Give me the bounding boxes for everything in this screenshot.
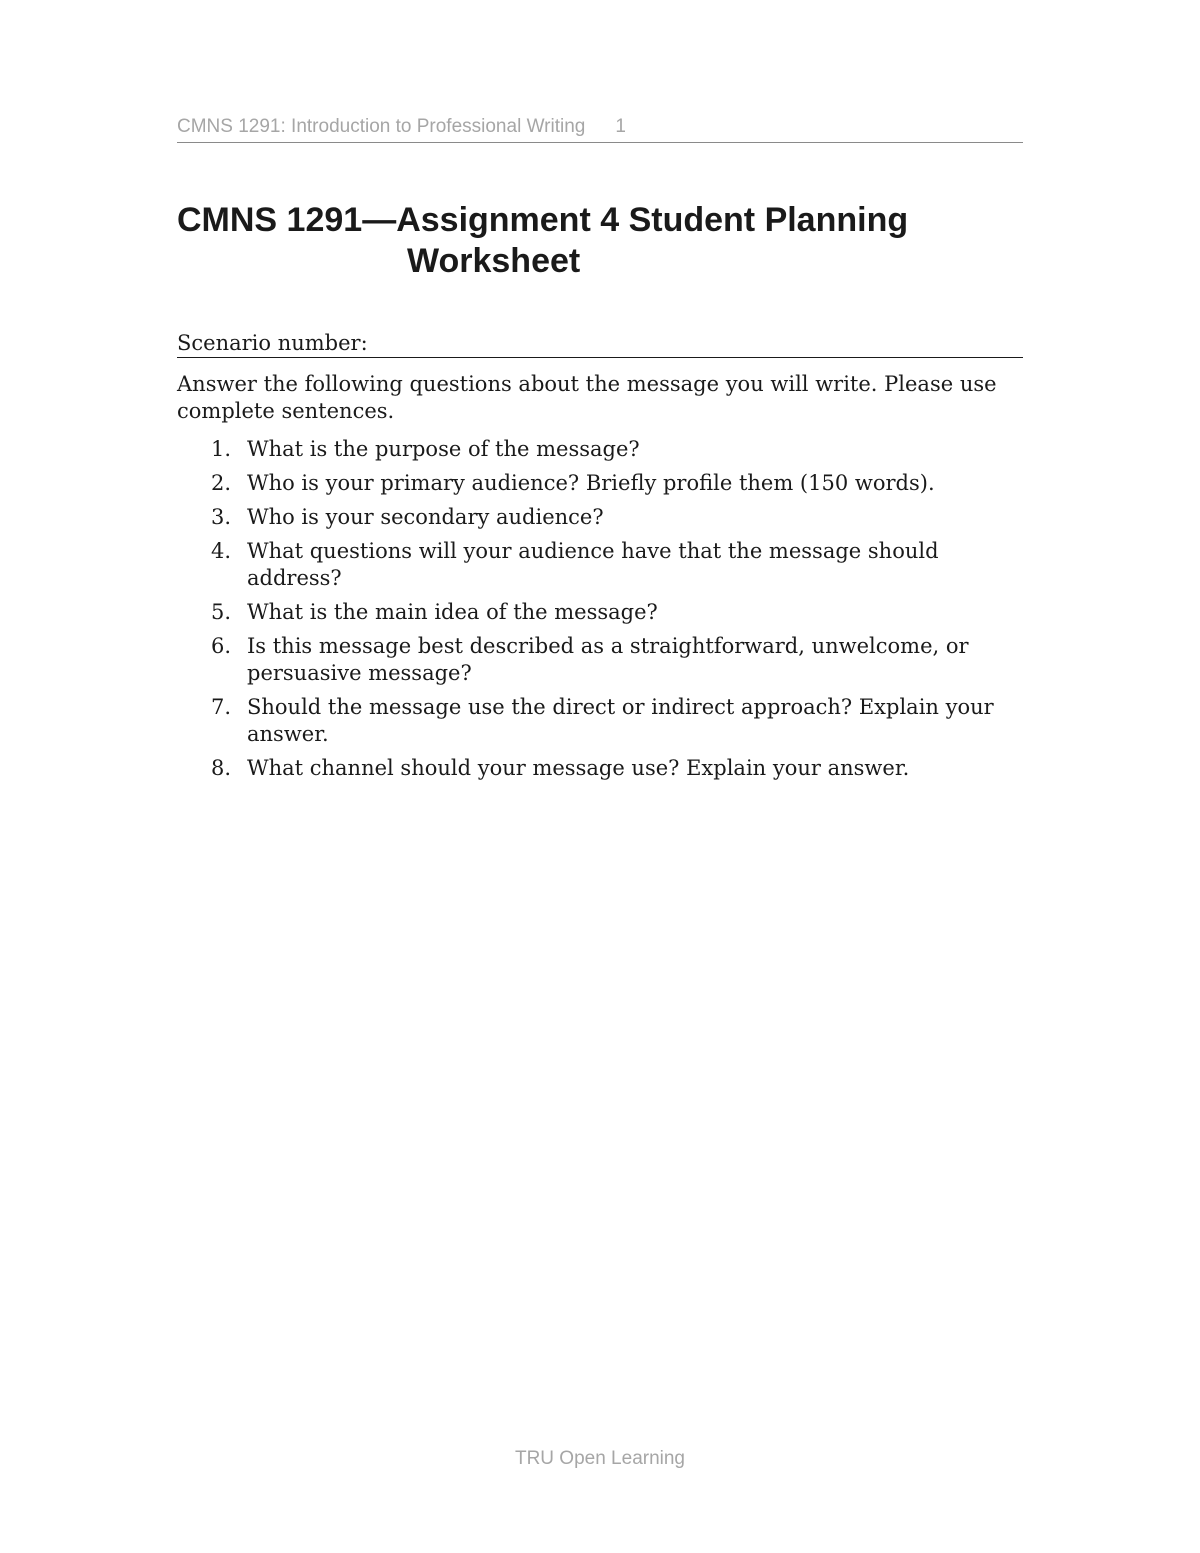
question-text: Who is your primary audience? Briefly profile them (150 words). <box>247 471 935 495</box>
question-number: 3. <box>211 505 232 529</box>
question-text: Who is your secondary audience? <box>247 505 604 529</box>
list-item <box>177 538 1027 592</box>
question-text: What is the purpose of the message? <box>247 437 640 461</box>
question-text: Is this message best described as a straightforward, unwelcome, or persuasive message? <box>247 634 969 685</box>
header-course-title: CMNS 1291: Introduction to Professional Writing <box>177 116 586 137</box>
instructions-paragraph: Answer the following questions about the message you will write. Please use complete sentences. <box>177 372 997 423</box>
question-text: What is the main idea of the message? <box>247 600 658 624</box>
page-footer: TRU Open Learning <box>514 1448 686 1469</box>
page-header <box>177 116 1023 143</box>
title-line-1: CMNS 1291—Assignment 4 Student Planning <box>177 201 909 239</box>
question-number: 8. <box>211 756 232 780</box>
scenario-number-label: Scenario number: <box>177 331 368 355</box>
document-title <box>177 200 1023 282</box>
question-number: 1. <box>211 437 232 461</box>
question-text: What questions will your audience have that the message should address? <box>247 539 939 590</box>
list-item <box>177 504 1027 531</box>
question-text: What channel should your message use? Explain your answer. <box>247 756 910 780</box>
list-item <box>177 470 1027 497</box>
scenario-number-field <box>177 330 1023 358</box>
question-number: 2. <box>211 471 232 495</box>
list-item <box>177 755 1027 782</box>
list-item <box>177 599 1027 626</box>
question-number: 7. <box>211 695 232 719</box>
header-page-number: 1 <box>615 116 626 137</box>
question-text: Should the message use the direct or indirect approach? Explain your answer. <box>247 695 994 746</box>
list-item <box>177 633 1027 687</box>
question-list <box>177 436 1027 789</box>
title-line-2: Worksheet <box>407 242 581 280</box>
question-number: 4. <box>211 539 232 563</box>
question-number: 5. <box>211 600 232 624</box>
list-item <box>177 436 1027 463</box>
question-number: 6. <box>211 634 232 658</box>
list-item <box>177 694 1027 748</box>
